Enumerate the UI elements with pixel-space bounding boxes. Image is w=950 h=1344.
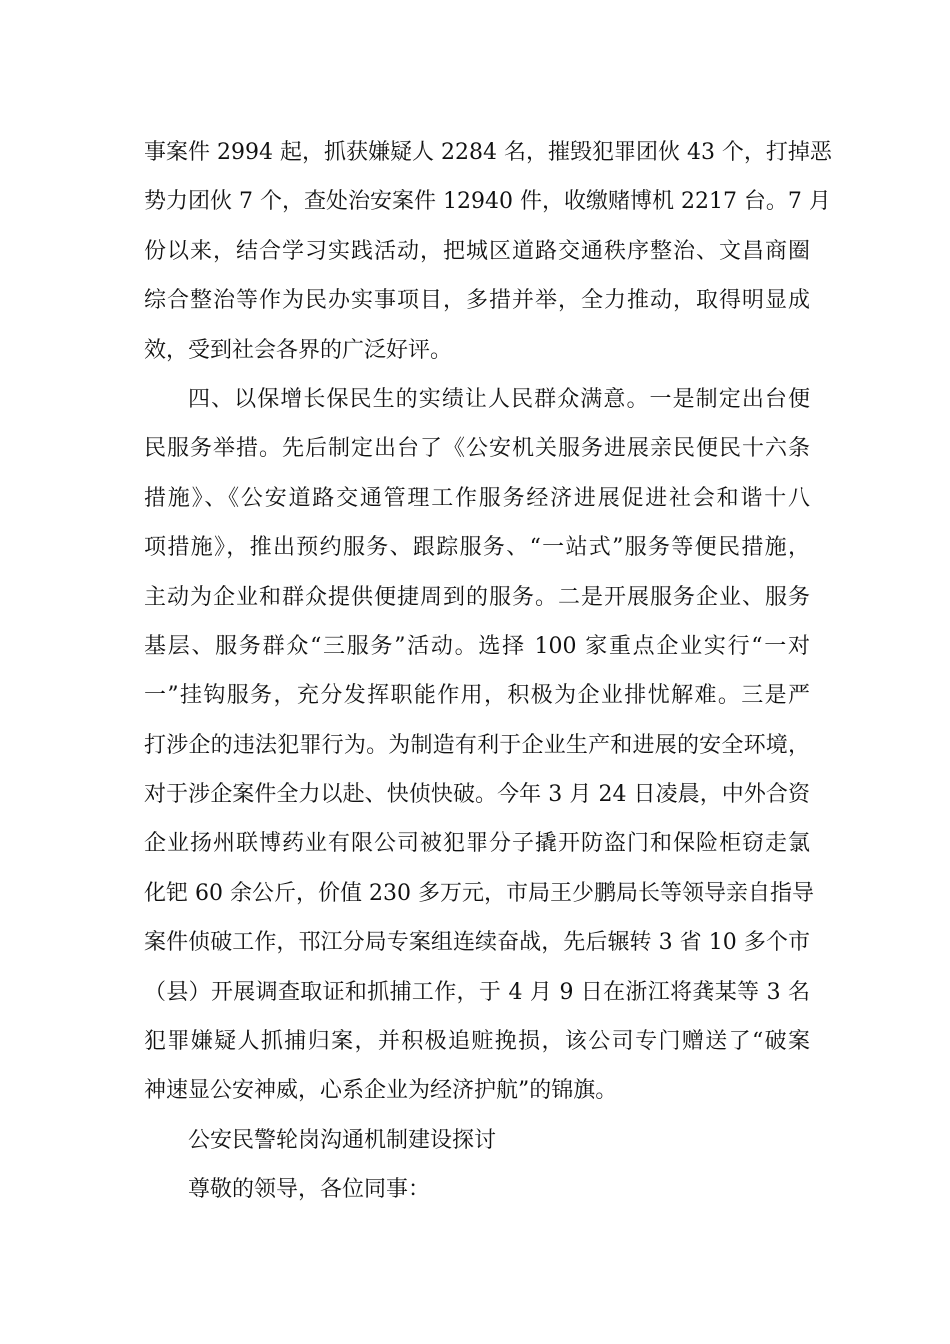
text-line: 措施》、《公安道路交通管理工作服务经济进展促进社会和谐十八 xyxy=(144,485,810,511)
text-line: 主动为企业和群众提供便捷周到的服务。二是开展服务企业、服务 xyxy=(144,584,810,610)
text-line: 效，受到社会各界的广泛好评。 xyxy=(144,337,453,363)
text-line: 一”挂钩服务，充分发挥职能作用，积极为企业排忧解难。三是严 xyxy=(144,683,810,709)
document-body xyxy=(144,128,832,1215)
text-line: （县）开展调查取证和抓捕工作，于 4 月 9 日在浙江将龚某等 3 名 xyxy=(144,979,810,1005)
text-line: 四、以保增长保民生的实绩让人民群众满意。一是制定出台便 xyxy=(188,386,810,412)
text-line: 综合整治等作为民办实事项目，多措并举，全力推动，取得明显成 xyxy=(144,288,810,314)
text-line: 民服务举措。先后制定出台了《公安机关服务进展亲民便民十六条 xyxy=(144,436,810,462)
text-line: 犯罪嫌疑人抓捕归案，并积极追赃挽损，该公司专门赠送了“破案 xyxy=(144,1029,810,1055)
text-line: 势力团伙 7 个，查处治安案件 12940 件，收缴赌博机 2217 台。7 月 xyxy=(144,189,831,215)
text-line: 化钯 60 余公斤，价值 230 多万元，市局王少鹏局长等领导亲自指导 xyxy=(144,880,814,906)
text-line: 打涉企的违法犯罪行为。为制造有利于企业生产和进展的安全环境， xyxy=(144,732,810,758)
text-line: 案件侦破工作，邗江分局专案组连续奋战，先后辗转 3 省 10 多个市 xyxy=(144,930,810,956)
text-line: 份以来，结合学习实践活动，把城区道路交通秩序整治、文昌商圈 xyxy=(144,238,810,264)
text-line: 对于涉企案件全力以赴、快侦快破。今年 3 月 24 日凌晨，中外合资 xyxy=(144,782,810,808)
text-line: 企业扬州联博药业有限公司被犯罪分子撬开防盗门和保险柜窃走氯 xyxy=(144,831,810,857)
paragraph-four xyxy=(144,375,814,1116)
text-line: 项措施》，推出预约服务、跟踪服务、“一站式”服务等便民措施， xyxy=(144,535,810,561)
text-line: 基层、服务群众“三服务”活动。选择 100 家重点企业实行“一对 xyxy=(144,633,810,659)
salutation: 尊敬的领导，各位同事： xyxy=(188,1177,431,1203)
text-line: 神速显公安神威，心系企业为经济护航”的锦旗。 xyxy=(144,1078,618,1104)
section-title: 公安民警轮岗沟通机制建设探讨 xyxy=(188,1127,497,1153)
paragraph-continued xyxy=(144,128,832,375)
text-line: 事案件 2994 起，抓获嫌疑人 2284 名，摧毁犯罪团伙 43 个，打掉恶 xyxy=(144,140,832,165)
